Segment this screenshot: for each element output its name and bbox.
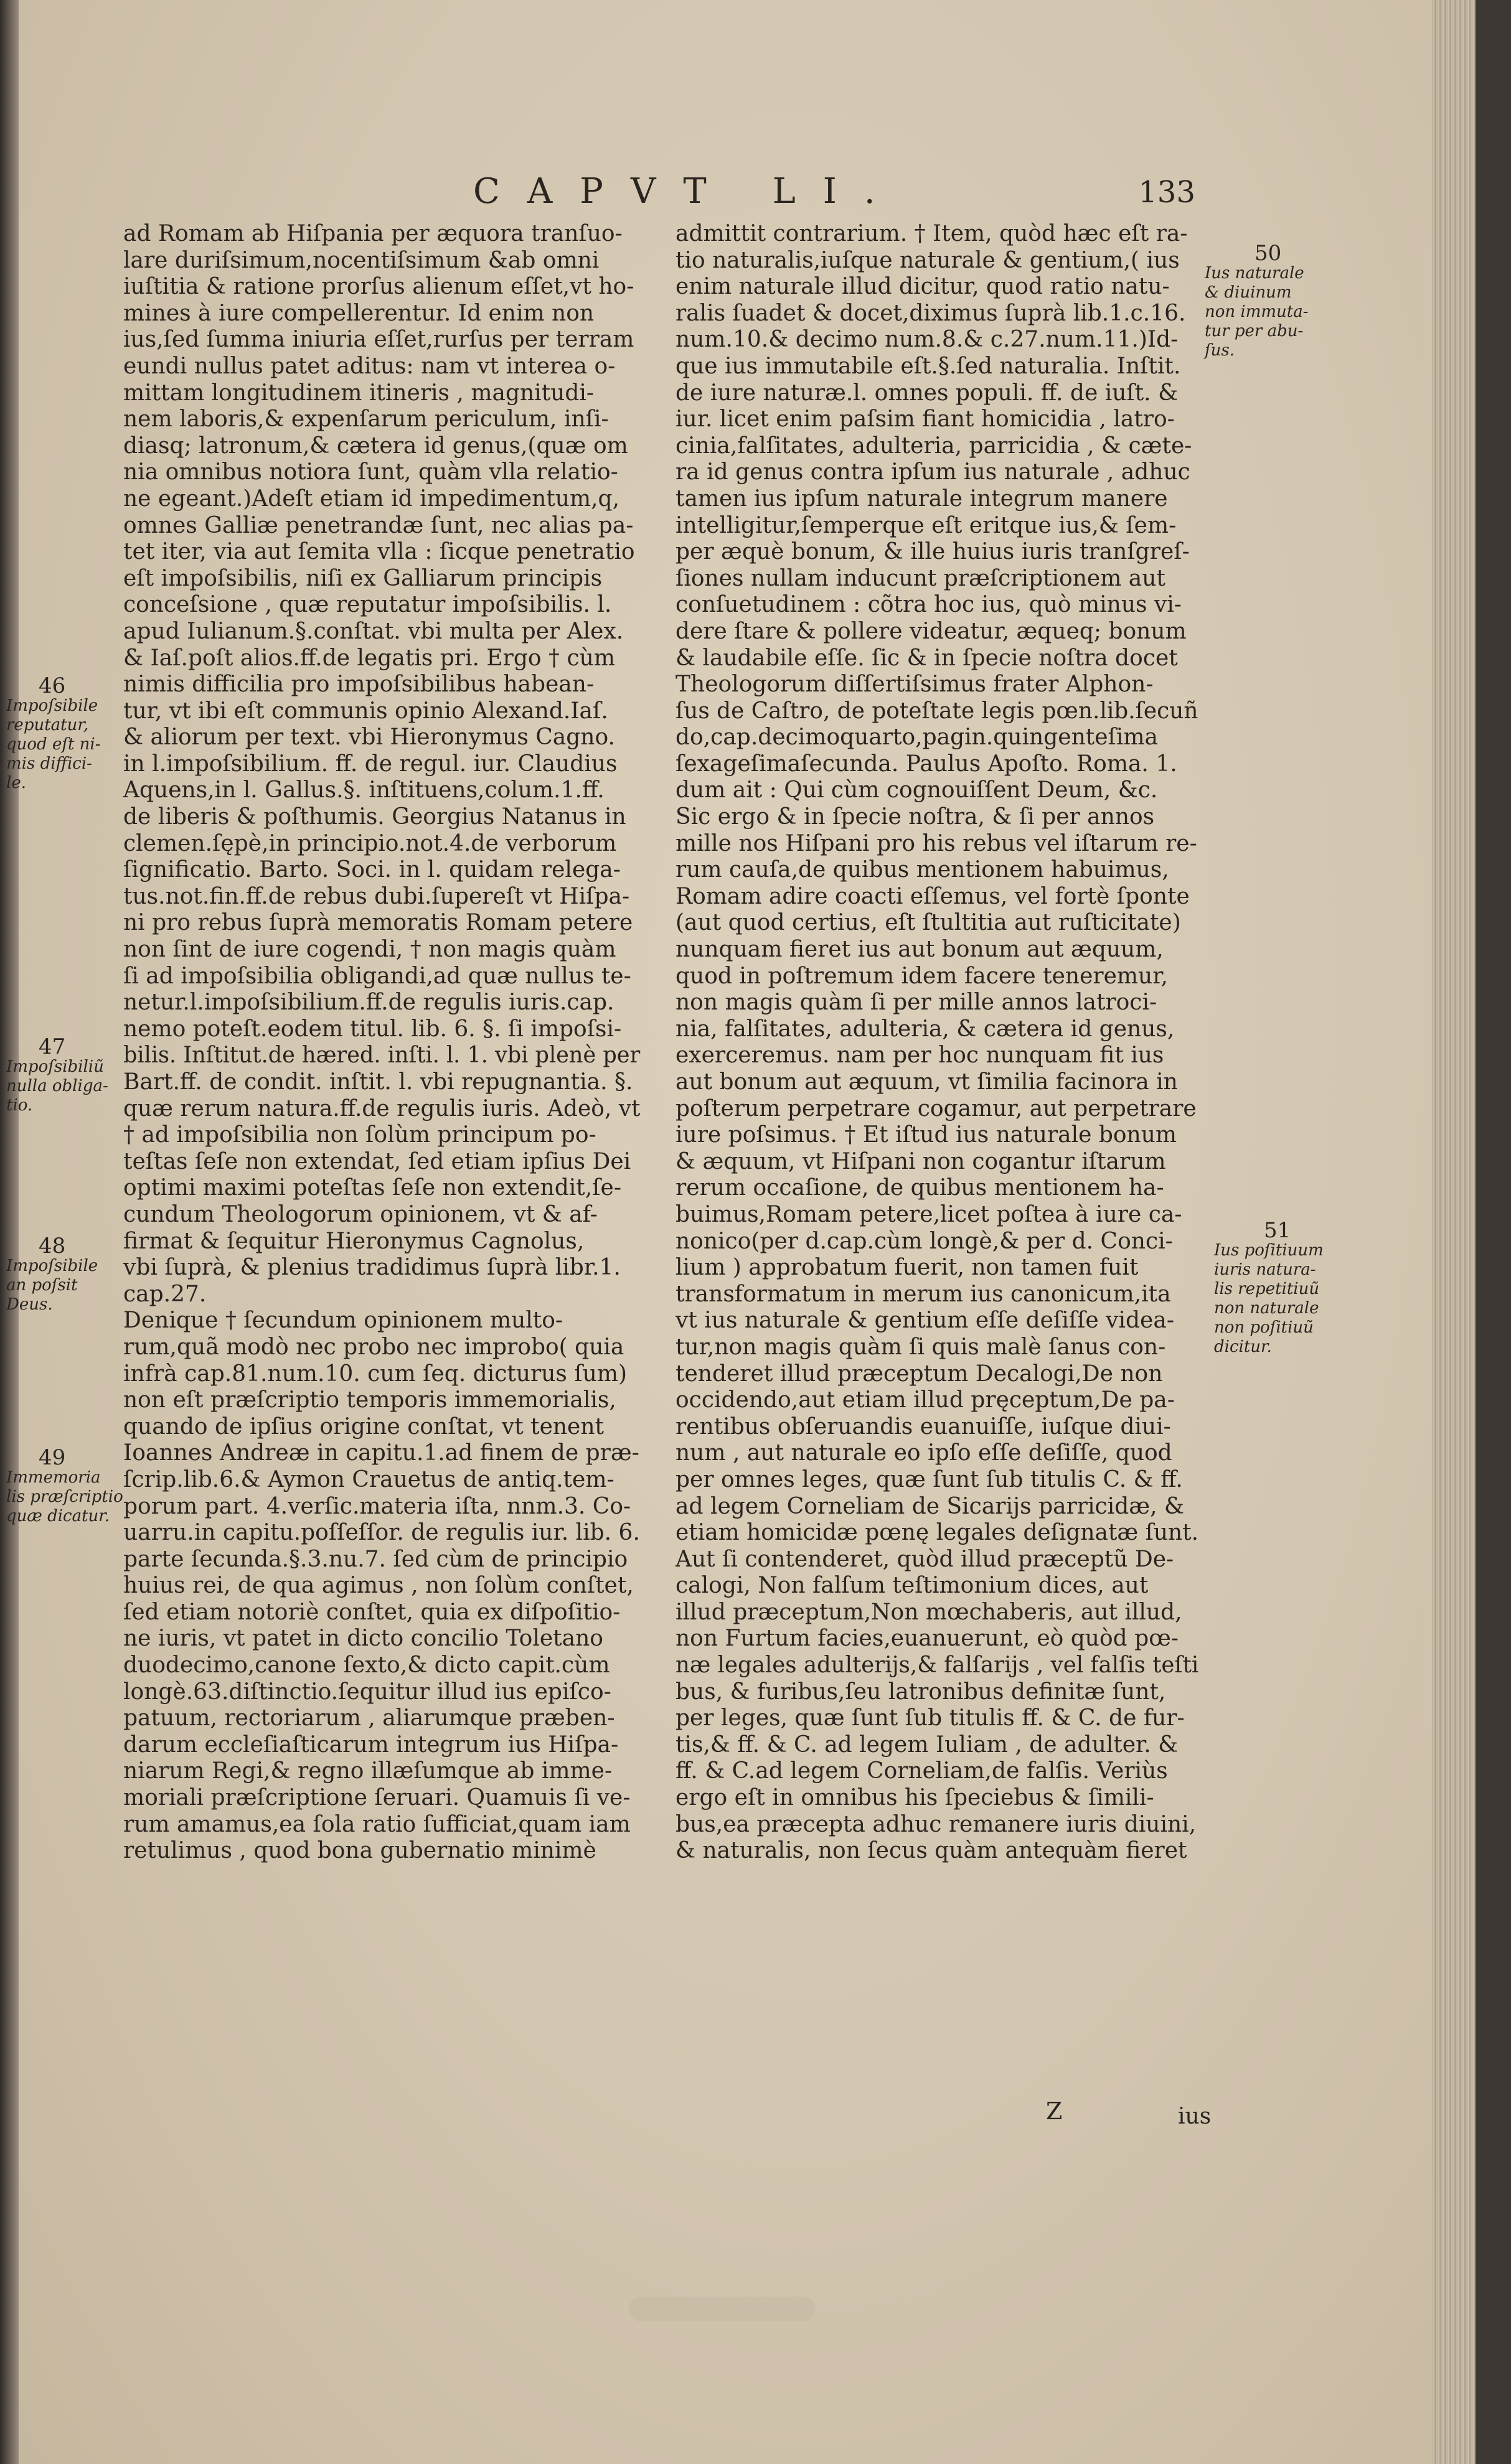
text-line: mille nos Hiſpani pro his rebus vel iſtarum re- [675, 830, 1197, 856]
note-line: ſus. [1205, 341, 1235, 360]
text-line: non magis quàm ſi per mille annos latroci- [675, 990, 1157, 1016]
note-line: reputatur, [6, 716, 89, 734]
text-line: bus, & furibus,ſeu latronibus definitæ ſunt, [675, 1679, 1166, 1705]
text-line: enim naturale illud dicitur, quod ratio natu- [675, 274, 1170, 300]
text-line: ne egeant.)Adeſt etiam id impedimentum,q, [123, 485, 620, 512]
text-line: de iure naturæ.l. omnes populi. ff. de iuſt. & [675, 380, 1179, 406]
text-line: que ius immutabile eſt.§.ſed naturalia. Inſtit. [675, 353, 1181, 379]
text-line: cinia,falſitates, adulteria, parricidia , & cæte- [675, 433, 1192, 459]
text-line: & æquum, vt Hiſpani non cogantur iſtarum [675, 1148, 1166, 1174]
note-line: tio. [6, 1096, 33, 1115]
text-line: omnes Galliæ penetrandæ ſunt, nec alias pa- [123, 512, 634, 538]
background-dark [1476, 0, 1511, 2464]
note-line: Ius naturale [1205, 264, 1304, 283]
note-number: 50 [1254, 241, 1282, 266]
text-line: ra id genus contra ipſum ius naturale , adhuc [675, 459, 1190, 485]
note-line: mis diffici- [6, 754, 92, 773]
text-line: tio naturalis,iuſque naturale & gentium,( ius [675, 247, 1180, 273]
text-line: cundum Theologorum opinionem, vt & af- [123, 1201, 598, 1227]
margin-note-47 [6, 1036, 108, 1115]
note-line: Immemoria [6, 1468, 101, 1487]
text-line: † ad impoſsibilia non ſolùm principum po- [123, 1122, 596, 1148]
note-number: 51 [1264, 1218, 1291, 1243]
text-line: per omnes leges, quæ ſunt ſub titulis C. & ff. [675, 1466, 1183, 1492]
note-line: lis repetitiuũ [1214, 1280, 1320, 1298]
text-line: (aut quod certius, eſt ſtultitia aut ruſticitate) [675, 910, 1181, 936]
text-line: Denique † ſecundum opinionem multo- [123, 1308, 563, 1334]
page-number: 133 [1138, 175, 1195, 210]
text-line: netur.l.impoſsibilium.ff.de regulis iuris.cap. [123, 990, 614, 1016]
text-line: teſtas ſeſe non extendat, ſed etiam ipſius Dei [123, 1148, 631, 1174]
text-line: tet iter, via aut ſemita vlla : ſicque penetratio [123, 539, 635, 565]
text-line: næ legales adulterijs,& falſarijs , vel falſis teſti [675, 1652, 1199, 1679]
text-line: bilis. Inſtitut.de hæred. inſti. l. 1. vbi plenè per [123, 1042, 641, 1069]
note-number: 48 [39, 1234, 66, 1258]
text-line: cap.27. [123, 1281, 207, 1307]
text-line: & laudabile eſſe. ſic & in ſpecie noſtra docet [675, 645, 1178, 671]
text-line: tur, vt ibi eſt communis opinio Alexand.Iaſ. [123, 698, 608, 724]
text-line: nem laboris,& expenſarum periculum, inſi- [123, 406, 609, 433]
text-line: lium ) approbatum fuerit, non tamen fuit [675, 1255, 1139, 1281]
text-line: iure poſsimus. † Et iſtud ius naturale bonum [675, 1122, 1177, 1148]
text-line: per leges, quæ ſunt ſub titulis ff. & C. de fur- [675, 1705, 1185, 1731]
text-line: ergo eſt in omnibus his ſpeciebus & ſimili- [675, 1785, 1154, 1811]
text-line: Bart.ff. de condit. inſtit. l. vbi repugnantia. §. [123, 1069, 633, 1095]
text-line: ſi ad impoſsibilia obligandi,ad quæ nullus te- [123, 963, 631, 989]
text-line: nemo poteſt.eodem titul. lib. 6. §. ſi impoſsi- [123, 1016, 622, 1042]
text-line: clemen.ſępè,in principio.not.4.de verborum [123, 830, 617, 856]
text-line: non Furtum facies,euanuerunt, eò quòd pœ- [675, 1626, 1179, 1652]
page-edges [1432, 0, 1476, 2464]
text-line: ſus de Caſtro, de poteſtate legis pœn.lib.ſecuñ [675, 698, 1198, 724]
text-line: non ſint de iure cogendi, † non magis quàm [123, 937, 616, 963]
note-number: 49 [39, 1445, 66, 1470]
text-line: moriali præſcriptione ſeruari. Quamuis ſi ve- [123, 1785, 631, 1811]
text-line: exerceremus. nam per hoc nunquam fit ius [675, 1042, 1164, 1069]
text-line: mines à iure compellerentur. Id enim non [123, 300, 595, 326]
text-line: ſed etiam notoriè conſtet, quia ex diſpoſitio- [123, 1599, 621, 1625]
text-line: bus,ea præcepta adhuc remanere iuris diuini, [675, 1811, 1197, 1837]
text-line: ſcrip.lib.6.& Aymon Crauetus de antiq.tem- [123, 1466, 614, 1492]
text-line: parte ſecunda.§.3.nu.7. ſed cùm de principio [123, 1546, 628, 1572]
text-line: porum part. 4.verſic.materia iſta, nnm.3. Co- [123, 1493, 631, 1519]
text-line: tis,& ff. & C. ad legem Iuliam , de adulter. & [675, 1731, 1179, 1758]
text-line: quando de ipſius origine conſtat, vt tenent [123, 1413, 605, 1440]
margin-note-46 [6, 675, 101, 793]
text-line: vt ius naturale & gentium eſſe deſiſſe videa- [675, 1308, 1174, 1334]
right-text-column [675, 221, 1198, 1865]
text-line: & aliorum per text. vbi Hieronymus Cagno. [123, 724, 615, 751]
text-line: mittam longitudinem itineris , magnitudi- [123, 380, 595, 406]
text-line: tur,non magis quàm ſi quis malè ſanus con- [675, 1334, 1166, 1360]
text-line: dum ait : Qui cùm cognouiſſent Deum, &c. [675, 777, 1158, 803]
text-line: poſterum perpetrare cogamur, aut perpetrare [675, 1095, 1197, 1122]
text-line: illud præceptum,Non mœchaberis, aut illud, [675, 1599, 1182, 1625]
text-line: ralis ſuadet & docet,diximus ſuprà lib.1.c.16. [675, 300, 1186, 326]
text-line: tus.not.fin.ff.de rebus dubi.ſupereſt vt Hiſpa- [123, 883, 630, 909]
text-line: num , aut naturale eo ipſo eſſe deſiſſe, quod [675, 1440, 1172, 1466]
note-number: 47 [39, 1034, 66, 1059]
text-line: do,cap.decimoquarto,pagin.quingenteſima [675, 724, 1158, 751]
text-line: ſignificatio. Barto. Soci. in l. quidam relega- [123, 857, 621, 883]
text-line: rerum occaſione, de quibus mentionem ha- [675, 1175, 1164, 1201]
text-line: conſuetudinem : cõtra hoc ius, quò minus vi- [675, 592, 1182, 618]
running-header [473, 171, 1195, 221]
text-line: rum amamus,ea ſola ratio ſufficiat,quam iam [123, 1811, 631, 1837]
note-number: 46 [39, 673, 66, 698]
text-line: ſiones nullam inducunt præſcriptionem aut [675, 565, 1165, 591]
text-line: diasq; latronum,& cætera id genus,(quæ om [123, 433, 628, 459]
note-line: Impoſsibiliũ [6, 1057, 104, 1076]
text-line: rum,quã modò nec probo nec improbo( quia [123, 1334, 624, 1360]
text-line: longè.63.diſtinctio.ſequitur illud ius epiſco- [123, 1679, 611, 1705]
text-line: etiam homicidæ pœnę legales deſignatæ ſunt. [675, 1520, 1199, 1546]
margin-note-49 [6, 1447, 123, 1526]
text-line: infrà cap.81.num.10. cum ſeq. dicturus ſum) [123, 1361, 628, 1387]
text-line: nia, falſitates, adulteria, & cætera id genus, [675, 1016, 1175, 1042]
text-line: iuſtitia & ratione prorſus alienum eſſet,vt ho- [123, 274, 634, 300]
text-line: huius rei, de qua agimus , non ſolùm conſtet, [123, 1573, 634, 1599]
signature-mark: Z [1046, 2097, 1063, 2125]
text-line: per æquè bonum, & ille huius iuris tranſgreſ- [675, 539, 1190, 565]
text-line: uarru.in capitu.poſſeſſor. de regulis iur. lib. 6. [123, 1520, 640, 1546]
note-line: Deus. [6, 1295, 53, 1314]
note-line: iuris natura- [1214, 1260, 1316, 1279]
text-line: quæ rerum natura.ff.de regulis iuris. Adeò, vt [123, 1095, 641, 1122]
text-line: Sic ergo & in ſpecie noſtra, & ſi per annos [675, 804, 1155, 830]
text-line: ni pro rebus ſuprà memoratis Romam petere [123, 910, 633, 936]
chapter-title: CAPVT LI. [473, 171, 903, 212]
text-line: vbi ſuprà, & plenius tradidimus ſuprà libr.1. [123, 1255, 621, 1281]
text-line: occidendo,aut etiam illud pręceptum,De pa- [675, 1387, 1175, 1413]
text-line: ad legem Corneliam de Sicarijs parricidæ, & [675, 1493, 1185, 1519]
text-line: duodecimo,canone ſexto,& dicto capit.cùm [123, 1652, 610, 1679]
text-line: Ioannes Andreæ in capitu.1.ad finem de præ- [123, 1440, 639, 1466]
text-line: tamen ius ipſum naturale integrum manere [675, 485, 1168, 512]
text-line: patuum, rectoriarum , aliarumque præben- [123, 1705, 615, 1731]
note-line: lis præſcriptio [6, 1487, 123, 1506]
text-line: ſexageſimaſecunda. Paulus Apoſto. Roma. 1. [675, 751, 1177, 777]
text-line: ius,ſed ſumma iniuria eſſet,rurſus per terram [123, 327, 634, 353]
note-line: an poſsit [6, 1276, 78, 1295]
text-line: transformatum in merum ius canonicum,ita [675, 1281, 1171, 1307]
text-line: nonico(per d.cap.cùm longè,& per d. Conci- [675, 1228, 1173, 1254]
text-line: & naturalis, non ſecus quàm antequàm fieret [675, 1838, 1187, 1864]
text-line: buimus,Romam petere,licet poſtea à iure ca- [675, 1201, 1182, 1227]
note-line: non naturale [1214, 1299, 1319, 1318]
note-line: dicitur. [1214, 1337, 1272, 1356]
note-line: nulla obliga- [6, 1077, 108, 1095]
text-line: eundi nullus patet aditus: nam vt interea o- [123, 353, 616, 379]
note-line: non poſitiuũ [1214, 1318, 1314, 1337]
text-line: nimis difficilia pro impoſsibilibus habean- [123, 672, 595, 698]
text-line: nunquam fieret ius aut bonum aut æquum, [675, 937, 1164, 963]
note-line: tur per abu- [1205, 322, 1304, 340]
text-line: iur. licet enim paſsim fiant homicidia , latro- [675, 406, 1175, 433]
text-line: rentibus obſeruandis euanuiſſe, iuſque diui- [675, 1413, 1171, 1440]
text-line: ad Romam ab Hiſpania per æquora tranſuo- [123, 221, 623, 246]
text-line: firmat & ſequitur Hieronymus Cagnolus, [123, 1228, 585, 1254]
text-line: ne iuris, vt patet in dicto concilio Toletano [123, 1626, 603, 1652]
text-line: num.10.& decimo num.8.& c.27.num.11.)Id- [675, 327, 1179, 353]
note-line: quod eſt ni- [6, 735, 101, 754]
text-line: non eſt præſcriptio temporis immemorialis, [123, 1387, 616, 1413]
text-line: calogi, Non falſum teſtimonium dices, aut [675, 1573, 1149, 1599]
note-line: Impoſsibile [6, 1257, 98, 1275]
text-line: ff. & C.ad legem Corneliam,de falſis. Veriùs [675, 1758, 1168, 1784]
note-line: le. [6, 774, 26, 792]
margin-note-48 [6, 1235, 98, 1314]
text-line: rum cauſa,de quibus mentionem habuimus, [675, 857, 1169, 883]
text-line: admittit contrarium. † Item, quòd hæc eſt ra- [675, 221, 1188, 246]
text-line: aut bonum aut æquum, vt ſimilia facinora in [675, 1069, 1178, 1095]
text-line: nia omnibus notiora ſunt, quàm vlla relatio- [123, 459, 618, 485]
text-line: conceſsione , quæ reputatur impoſsibilis. l. [123, 592, 612, 618]
text-line: quod in poſtremum idem facere teneremur, [675, 963, 1168, 989]
catchword: ius [1178, 2104, 1212, 2129]
note-line: Ius poſitiuum [1214, 1241, 1324, 1260]
text-line: optimi maximi poteſtas ſeſe non extendit,ſe- [123, 1175, 621, 1201]
note-line: non immuta- [1205, 302, 1309, 321]
margin-note-50 [1205, 243, 1309, 360]
text-line: lare duriſsimum,nocentiſsimum &ab omni [123, 247, 600, 273]
paper-stain [629, 2297, 816, 2321]
text-line: tenderet illud præceptum Decalogi,De non [675, 1361, 1163, 1387]
text-line: de liberis & poſthumis. Georgius Natanus in [123, 804, 626, 830]
text-line: retulimus , quod bona gubernatio minimè [123, 1838, 596, 1864]
margin-note-51 [1214, 1220, 1324, 1357]
text-line: Aut ſi contenderet, quòd illud præceptũ De- [675, 1546, 1174, 1572]
note-line: Impoſsibile [6, 696, 98, 715]
text-line: Theologorum diſſertiſsimus frater Alphon- [675, 672, 1154, 698]
text-line: Aquens,in l. Gallus.§. inſtituens,colum.1.ff. [123, 777, 605, 803]
left-text-column [123, 221, 640, 1865]
note-line: quæ dicatur. [6, 1507, 110, 1525]
text-line: apud Iulianum.§.conſtat. vbi multa per Alex. [123, 618, 624, 644]
text-line: Romam adire coacti eſſemus, vel fortè ſponte [675, 883, 1190, 909]
text-line: niarum Regi,& regno illæſumque ab imme- [123, 1758, 613, 1784]
text-line: in l.impoſsibilium. ff. de regul. iur. Claudius [123, 751, 618, 777]
text-line: eſt impoſsibilis, niſi ex Galliarum principis [123, 565, 603, 591]
text-line: dere ſtare & pollere videatur, æqueq; bonum [675, 618, 1187, 644]
text-line: & Iaſ.poſt alios.ff.de legatis pri. Ergo † cùm [123, 645, 615, 671]
text-line: darum eccleſiaſticarum integrum ius Hiſpa- [123, 1731, 619, 1758]
note-line: & diuinum [1205, 283, 1292, 302]
text-line: intelligitur,ſemperque eſt eritque ius,& ſem- [675, 512, 1177, 538]
